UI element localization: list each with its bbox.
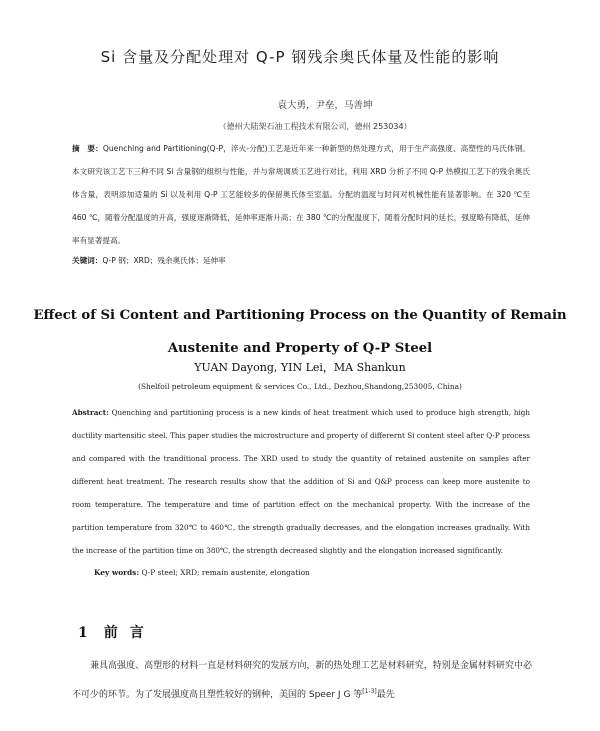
chinese-keywords-label: 关键词： xyxy=(72,256,103,265)
chinese-title: Si 含量及分配处理对 Q-P 钢残余奥氏体量及性能的影响 xyxy=(100,48,500,66)
chinese-authors: 袁大勇，尹垒，马善坤 xyxy=(277,100,373,111)
chinese-abstract-text: Quenching and Partitioning(Q-P，淬火-分配)工艺是近年来一种新型的热处理方式，用于生产高强度、高塑性的马氏体钢。本文研究该工艺下三种不同 Si 含量钢的组织与性能，并与常规调质工艺进行对比，利用 XRD 分析了不同 Q-P 热模拟工艺下的残余奥氏体含量，表明添加适量的 Si 以及利用 Q-P 工艺能较多的保留奥氏体至室温。分配的温度与时间对机械性能有显著影响。在 320 ℃至 460 ℃，随着分配温度的升高，强度逐渐降低，延伸率逐渐升高；在 380 ℃的分配温度下，随着分配时间的延长，强度略有降低，延伸率有显著提高。 xyxy=(72,144,530,245)
section-title: 前言 xyxy=(103,625,156,641)
english-keywords-label: Key words: xyxy=(94,568,140,577)
chinese-abstract xyxy=(72,137,530,252)
english-keywords-text: Q-P steel; XRD; remain austenite, elongation xyxy=(141,568,310,577)
english-abstract xyxy=(72,401,530,562)
section-body-text xyxy=(72,654,532,708)
english-authors: YUAN Dayong, YIN Lei，MA Shankun xyxy=(194,361,406,374)
chinese-keywords-text: Q-P 钢；XRD；残余奥氏体；延伸率 xyxy=(102,256,226,265)
english-title-line-1: Effect of Si Content and Partitioning Process on the Quantity of Remain xyxy=(33,308,567,323)
chinese-keywords xyxy=(72,255,530,266)
citation: [1-3] xyxy=(362,688,377,695)
english-abstract-text: Quenching and partitioning process is a new kinds of heat treatment which used to produce high strength, high ductility martensitic steel. This paper studies the microstructure and property of differernt Si content steel after Q-P process and compared with the tranditional process. The XRD used to study the quantity of retained austenite on samples after different heat treatment. The research results show that the addition of Si and Q&P process can keep more austenite to room temperature. The temperature and time of partition effect on the mechanical property. With the increase of the partition temperature from 320℃ to 460℃, the strength gradually decreases, and the elongation increases gradually. With the increase of the partition time on 380℃, the strength decreased slightly and the elongation increased significantly. xyxy=(72,408,530,555)
english-affiliation: (Shelfoil petroleum equipment & services Co., Ltd., Dezhou,Shandong,253005, China) xyxy=(138,382,462,391)
chinese-affiliation: （德州大陆架石油工程技术有限公司，德州 253034） xyxy=(218,122,412,131)
body-paragraph-end: 最先 xyxy=(376,690,395,700)
chinese-abstract-label: 摘 要： xyxy=(72,144,103,153)
section-number: 1 xyxy=(78,625,90,641)
english-title-line-2: Austenite and Property of Q-P Steel xyxy=(167,341,433,356)
english-title xyxy=(0,299,600,365)
section-heading xyxy=(78,622,156,642)
body-paragraph: 兼具高强度、高塑形的材料一直是材料研究的发展方向，新的热处理工艺是材料研究，特别是金属材料研究中必不可少的环节。为了发展强度高且塑性较好的钢种，美国的 Speer J G 等 xyxy=(72,661,532,700)
english-abstract-label: Abstract: xyxy=(72,408,109,417)
english-keywords xyxy=(94,568,534,577)
